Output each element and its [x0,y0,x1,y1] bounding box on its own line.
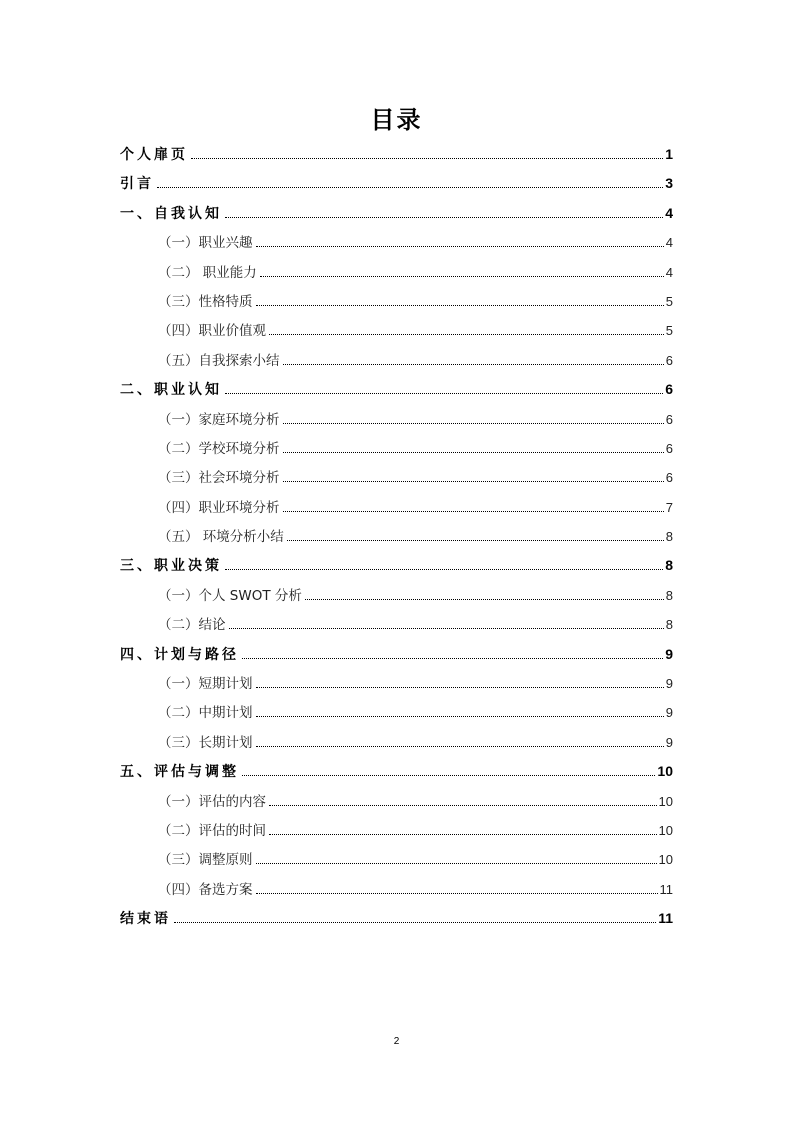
toc-entry-label: （五）自我探索小结 [158,352,280,369]
dot-leader [256,862,657,864]
toc-entry-page: 9 [665,645,673,662]
toc-entry-page: 9 [665,676,673,692]
toc-entry-page: 6 [665,440,673,456]
toc-entry-page: 8 [665,587,673,603]
page-number: 2 [393,1036,400,1047]
dot-leader [242,657,663,659]
dot-leader [225,392,663,394]
toc-entry-label: 四、计划与路径 [120,646,239,663]
toc-entry-page: 10 [658,852,673,868]
dot-leader [256,686,664,688]
toc-entry-page: 6 [665,411,673,427]
toc-entry-label: （二）评估的时间 [158,822,266,839]
toc-section-entry[interactable] [120,816,673,845]
toc-entry-label: 二、职业认知 [120,382,222,399]
dot-leader [157,186,663,188]
dot-leader [256,715,664,717]
toc-entry-page: 5 [665,293,673,309]
toc-entry-label: （二）中期计划 [158,705,253,722]
dot-leader [283,422,664,424]
toc-section-entry[interactable] [120,581,673,610]
toc-entry-label: （三）性格特质 [158,293,253,310]
toc-entry-page: 7 [665,499,673,515]
toc-entry-page: 10 [658,793,673,809]
toc-entry-label: 引言 [120,176,154,193]
toc-entry-label: （三）长期计划 [158,734,253,751]
toc-section-entry[interactable] [120,698,673,727]
toc-entry-page: 10 [658,822,673,838]
dot-leader [174,921,656,923]
toc-section-entry[interactable] [120,522,673,551]
toc-entry-label: 个人扉页 [120,147,188,163]
dot-leader [269,804,657,806]
toc-entry-label: （一）职业兴趣 [158,235,253,252]
toc-section-entry[interactable] [120,610,673,639]
dot-leader [283,480,664,482]
toc-entry-label: （四）职业价值观 [158,323,266,340]
dot-leader [229,627,664,629]
toc-entry-label: （三）调整原则 [158,852,253,869]
toc-entry-page: 8 [665,529,673,545]
toc-entry-label: 五、评估与调整 [120,764,239,781]
toc-chapter-entry[interactable] [120,169,673,198]
toc-section-entry[interactable] [120,346,673,375]
toc-entry-page: 4 [665,235,673,251]
toc-entry-label: （二） 职业能力 [158,264,257,281]
dot-leader [256,892,658,894]
dot-leader [256,304,664,306]
toc-section-entry[interactable] [120,845,673,874]
toc-section-entry[interactable] [120,316,673,345]
toc-entry-page: 6 [665,381,673,398]
toc-chapter-entry[interactable] [120,199,673,228]
toc-section-entry[interactable] [120,787,673,816]
toc-section-entry[interactable] [120,228,673,257]
toc-section-entry[interactable] [120,728,673,757]
toc-section-entry[interactable] [120,405,673,434]
toc-entry-page: 8 [665,617,673,633]
toc-entry-label: （二）结论 [158,617,226,634]
toc-section-entry[interactable] [120,463,673,492]
toc-entry-label: 三、职业决策 [120,558,222,575]
dot-leader [283,510,664,512]
toc-entry-label: （二）学校环境分析 [158,440,280,457]
toc-entry-label: 结束语 [120,911,171,928]
toc-section-entry[interactable] [120,258,673,287]
toc-chapter-entry[interactable] [120,904,673,933]
toc-entry-page: 9 [665,734,673,750]
toc-entry-label: （一）个人 SWOT 分析 [158,587,302,604]
table-of-contents [120,140,673,934]
toc-entry-label: （一）短期计划 [158,676,253,693]
toc-entry-label: （四）备选方案 [158,881,253,898]
dot-leader [260,275,664,277]
toc-section-entry[interactable] [120,493,673,522]
toc-entry-page: 10 [657,763,673,780]
dot-leader [225,568,663,570]
toc-entry-page: 3 [665,175,673,192]
toc-entry-page: 11 [658,910,673,927]
toc-chapter-entry[interactable] [120,757,673,786]
toc-entry-page: 6 [665,352,673,368]
toc-section-entry[interactable] [120,669,673,698]
toc-chapter-entry[interactable] [120,140,673,169]
dot-leader [256,745,664,747]
toc-entry-label: （五） 环境分析小结 [158,529,284,546]
toc-entry-page: 8 [665,557,673,574]
toc-entry-label: （四）职业环境分析 [158,499,280,516]
toc-entry-page: 4 [665,264,673,280]
toc-entry-page: 6 [665,470,673,486]
dot-leader [287,539,664,541]
toc-entry-page: 11 [659,881,673,897]
dot-leader [305,598,664,600]
toc-section-entry[interactable] [120,287,673,316]
dot-leader [283,451,664,453]
toc-chapter-entry[interactable] [120,375,673,404]
toc-entry-page: 9 [665,705,673,721]
toc-entry-label: （一）家庭环境分析 [158,411,280,428]
dot-leader [191,157,663,159]
page-title: 目录 [370,106,423,134]
dot-leader [256,245,664,247]
dot-leader [225,216,663,218]
toc-entry-label: （一）评估的内容 [158,793,266,810]
toc-chapter-entry[interactable] [120,640,673,669]
dot-leader [283,363,664,365]
toc-entry-label: 一、自我认知 [120,205,222,222]
toc-entry-page: 1 [665,146,673,162]
dot-leader [242,774,655,776]
toc-entry-label: （三）社会环境分析 [158,470,280,487]
toc-section-entry[interactable] [120,434,673,463]
dot-leader [269,833,657,835]
toc-entry-page: 4 [665,204,673,221]
toc-section-entry[interactable] [120,875,673,904]
dot-leader [269,333,664,335]
toc-entry-page: 5 [665,323,673,339]
toc-chapter-entry[interactable] [120,551,673,580]
